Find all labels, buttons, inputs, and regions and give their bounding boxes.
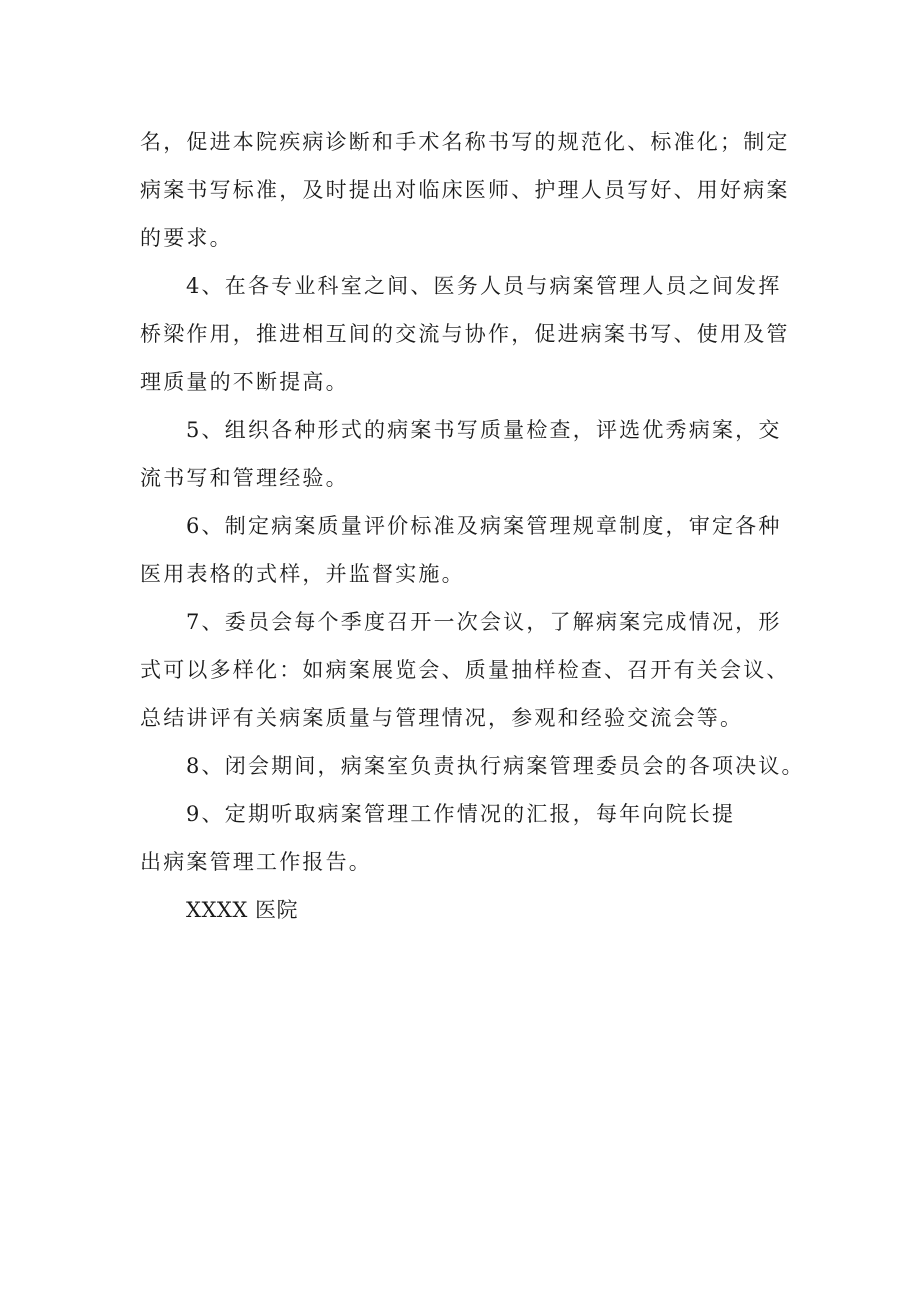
- paragraph-item-9: [140, 790, 800, 886]
- text-line: 8、闭会期间，病案室负责执行病案管理委员会的各项决议。: [186, 754, 805, 778]
- document-body: [140, 118, 805, 934]
- paragraph-item-4: [140, 262, 800, 406]
- text-line: 桥梁作用，推进相互间的交流与协作，促进病案书写、使用及管: [140, 322, 790, 346]
- text-line: 7、委员会每个季度召开一次会议，了解病案完成情况，形: [186, 610, 782, 634]
- text-line: 6、制定病案质量评价标准及病案管理规章制度，审定各种: [186, 514, 782, 538]
- text-line: 理质量的不断提高。: [140, 370, 349, 394]
- text-line: 4、在各专业科室之间、医务人员与病案管理人员之间发挥: [186, 274, 782, 298]
- paragraph-item-5: [140, 406, 800, 502]
- signature-hospital-name: XXXX 医院: [186, 898, 298, 922]
- text-line: 病案书写标准，及时提出对临床医师、护理人员写好、用好病案: [140, 178, 790, 202]
- paragraph-item-8: [140, 742, 805, 790]
- text-line: 出病案管理工作报告。: [140, 850, 372, 874]
- text-line: 5、组织各种形式的病案书写质量检查，评选优秀病案，交: [186, 418, 782, 442]
- text-line: 流书写和管理经验。: [140, 466, 349, 490]
- text-line: 9、定期听取病案管理工作情况的汇报，每年向院长提: [186, 802, 736, 826]
- paragraph-item-6: [140, 502, 800, 598]
- text-line: 总结讲评有关病案质量与管理情况，参观和经验交流会等。: [140, 706, 744, 730]
- text-line: 的要求。: [140, 226, 233, 250]
- text-line: 名，促进本院疾病诊断和手术名称书写的规范化、标准化；制定: [140, 130, 790, 154]
- text-line: 式可以多样化：如病案展览会、质量抽样检查、召开有关会议、: [140, 658, 790, 682]
- paragraph-item-7: [140, 598, 800, 742]
- paragraph-continuation: [140, 118, 800, 262]
- text-line: 医用表格的式样，并监督实施。: [140, 562, 465, 586]
